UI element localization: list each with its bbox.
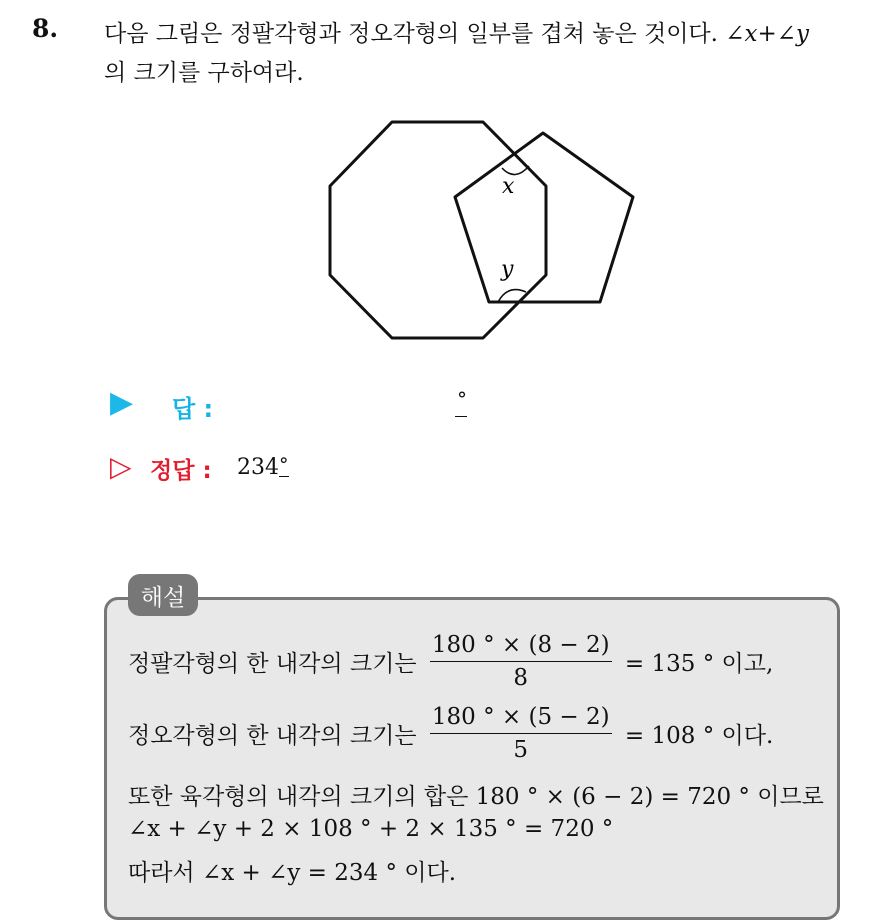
angle-y-label: y — [501, 257, 514, 282]
solution-fraction-pentagon — [430, 704, 612, 763]
fraction-denominator: 5 — [513, 737, 529, 763]
question-expression: ∠x+∠y — [725, 21, 810, 47]
answer-label: 답 : — [172, 395, 214, 423]
solution-line-1 — [128, 632, 773, 691]
question-text — [104, 15, 874, 93]
question-text-line1: 다음 그림은 정팔각형과 정오각형의 일부를 겹쳐 놓은 것이다. — [104, 21, 718, 47]
solution-line-2 — [128, 704, 773, 763]
solution-line-4: ∠x + ∠y + 2 × 108 ° + 2 × 135 ° = 720 ° — [128, 816, 614, 842]
fraction-numerator: 180 ° × (5 − 2) — [430, 704, 612, 734]
correct-play-outline-icon: ▷ — [110, 450, 132, 483]
fraction-denominator: 8 — [513, 665, 529, 691]
correct-value — [237, 454, 289, 480]
solution-fraction-octagon — [430, 632, 612, 691]
fraction-numerator: 180 ° × (8 − 2) — [430, 632, 612, 662]
solution-line-1-result: = 135 ° 이고, — [624, 651, 774, 677]
question-text-line2: 의 크기를 구하여라. — [104, 60, 304, 86]
solution-line-5: 따라서 ∠x + ∠y = 234 ° 이다. — [128, 860, 457, 886]
answer-underline — [455, 416, 467, 417]
solution-tag: 해설 — [128, 574, 198, 616]
solution-line-1-text: 정팔각형의 한 내각의 크기는 — [128, 651, 417, 677]
solution-line-2-result: = 108 ° 이다. — [624, 723, 774, 749]
correct-label: 정답 : — [150, 458, 212, 484]
solution-line-2-text: 정오각형의 한 내각의 크기는 — [128, 723, 417, 749]
correct-unit: ° — [279, 454, 289, 476]
answer-play-icon: ▶ — [110, 385, 134, 420]
question-number: 8. — [32, 14, 59, 43]
solution-line-3: 또한 육각형의 내각의 크기의 합은 180 ° × (6 − 2) = 720 ° 이므로 — [128, 784, 824, 810]
octagon-pentagon-figure — [320, 110, 650, 350]
answer-unit: ° — [457, 387, 467, 411]
correct-number: 234 — [237, 455, 279, 480]
angle-x-label: x — [502, 174, 515, 199]
answer-input[interactable] — [240, 392, 440, 420]
